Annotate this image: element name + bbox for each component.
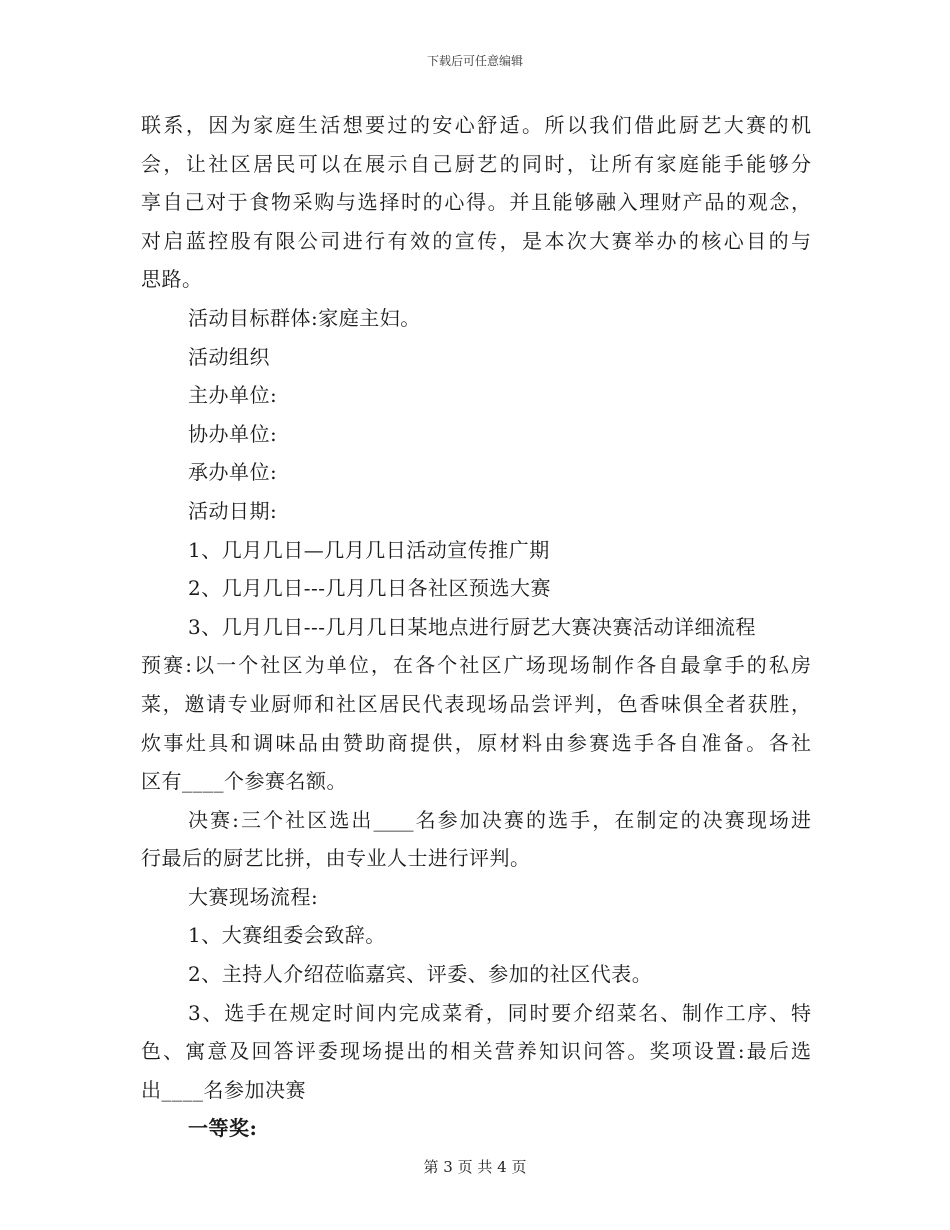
co-host-unit-line: 协办单位: [188,421,278,446]
paragraph-line: 决赛:三个社区选出____名参加决赛的选手，在制定的决赛现场进 [188,807,811,832]
process-item-1: 1、大赛组委会致辞。 [188,923,386,948]
date-item-1: 1、几月几日—几月几日活动宣传推广期 [188,537,550,562]
paragraph-line: 联系，因为家庭生活想要过的安心舒适。所以我们借此厨艺大赛的机 [141,113,811,137]
paragraph-line: 区有____个参赛名额。 [141,769,347,794]
process-item-3: 3、选手在规定时间内完成菜肴，同时要介绍菜名、制作工序、特 [188,1000,811,1025]
document-body [141,106,811,1148]
date-item-3: 3、几月几日---几月几日某地点进行厨艺大赛决赛活动详细流程 [188,614,756,639]
paragraph-line: 思路。 [141,267,203,292]
target-group-line: 活动目标群体:家庭主妇。 [188,305,421,330]
paragraph-line: 对启蓝控股有限公司进行有效的宣传，是本次大赛举办的核心目的与 [141,228,811,253]
organizer-unit-line: 承办单位: [188,460,278,485]
process-heading: 大赛现场流程: [188,884,319,909]
date-item-2: 2、几月几日---几月几日各社区预选大赛 [188,576,551,601]
page-header: 下载后可任意编辑 [426,54,523,68]
paragraph-line: 会，让社区居民可以在展示自己厨艺的同时，让所有家庭能手能够分 [141,151,811,176]
first-prize-heading: 一等奖: [188,1116,258,1141]
organization-heading: 活动组织 [188,344,270,369]
activity-date-line: 活动日期: [188,498,278,523]
paragraph-line: 出____名参加决赛 [141,1077,306,1102]
paragraph-line: 行最后的厨艺比拼，由专业人士进行评判。 [141,846,531,871]
process-item-2: 2、主持人介绍莅临嘉宾、评委、参加的社区代表。 [188,962,653,987]
paragraph-line: 色、寓意及回答评委现场提出的相关营养知识问答。奖项设置:最后选 [141,1039,811,1064]
paragraph-line: 炊事灶具和调味品由赞助商提供，原材料由参赛选手各自准备。各社 [141,730,811,755]
paragraph-line: 菜，邀请专业厨师和社区居民代表现场品尝评判，色香味俱全者获胜， [141,691,811,716]
page-footer: 第 3 页 共 4 页 [423,1158,527,1176]
host-unit-line: 主办单位: [188,383,278,408]
paragraph-line: 享自己对于食物采购与选择时的心得。并且能够融入理财产品的观念， [141,190,811,215]
paragraph-line: 预赛:以一个社区为单位，在各个社区广场现场制作各自最拿手的私房 [141,653,811,678]
